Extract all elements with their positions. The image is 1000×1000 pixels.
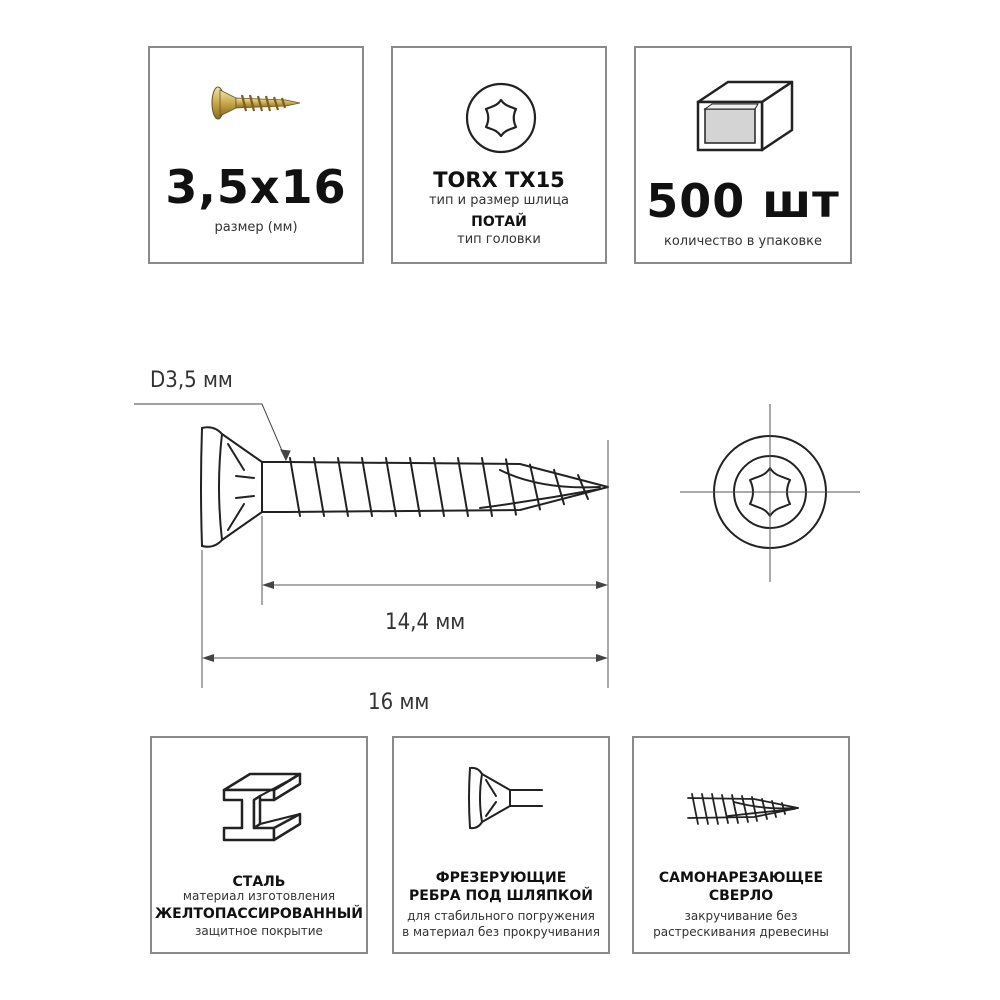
- thread-crest: [530, 465, 540, 510]
- thread-crest: [290, 458, 300, 516]
- drill-title-line2: СВЕРЛО: [708, 888, 774, 904]
- head-type-caption: тип головки: [457, 232, 541, 247]
- total-length-label: 16 мм: [368, 690, 430, 715]
- drive-title: TORX TX15: [433, 168, 565, 192]
- drill-caption-line2: растрескивания древесины: [653, 925, 829, 939]
- drill-card: [632, 736, 850, 954]
- material-card: [150, 736, 368, 954]
- size-value: 3,5x16: [165, 160, 347, 214]
- size-caption: размер (мм): [214, 220, 298, 235]
- screw-head-icon: [464, 764, 544, 834]
- head-type-title: ПОТАЙ: [471, 214, 527, 230]
- ribs-caption-line2: в материал без прокручивания: [402, 925, 600, 939]
- drive-caption: тип и размер шлица: [428, 193, 570, 208]
- quantity-caption: количество в упаковке: [664, 234, 822, 249]
- ribs-title-line1: ФРЕЗЕРУЮЩИЕ: [435, 870, 567, 886]
- thread-crest: [410, 458, 420, 516]
- thread-crest: [434, 458, 444, 516]
- drill-caption-line1: закручивание без: [684, 909, 798, 923]
- diameter-label: D3,5 мм: [150, 368, 233, 393]
- thread-length-label: 14,4 мм: [385, 610, 466, 635]
- thread-crest: [362, 458, 372, 516]
- coating-caption: защитное покрытие: [195, 924, 323, 938]
- drill-title-line1: САМОНАРЕЗАЮЩЕЕ: [658, 870, 824, 886]
- thread-crest: [458, 458, 468, 516]
- drill-tip-icon: [684, 784, 804, 828]
- thread-crest: [338, 458, 348, 516]
- ribs-card: [392, 736, 610, 954]
- ribs-caption-line1: для стабильного погружения: [407, 909, 595, 923]
- i-beam-icon: [220, 768, 304, 854]
- material-caption: материал изготовления: [182, 889, 336, 903]
- quantity-value: 500 шт: [646, 174, 840, 228]
- thread-crest: [386, 458, 396, 516]
- ribs-title-line2: РЕБРА ПОД ШЛЯПКОЙ: [409, 888, 593, 904]
- material-title: СТАЛЬ: [232, 874, 286, 890]
- thread-crest: [314, 458, 324, 516]
- coating-title: ЖЕЛТОПАССИРОВАННЫЙ: [155, 906, 363, 922]
- thread-crest: [506, 459, 516, 514]
